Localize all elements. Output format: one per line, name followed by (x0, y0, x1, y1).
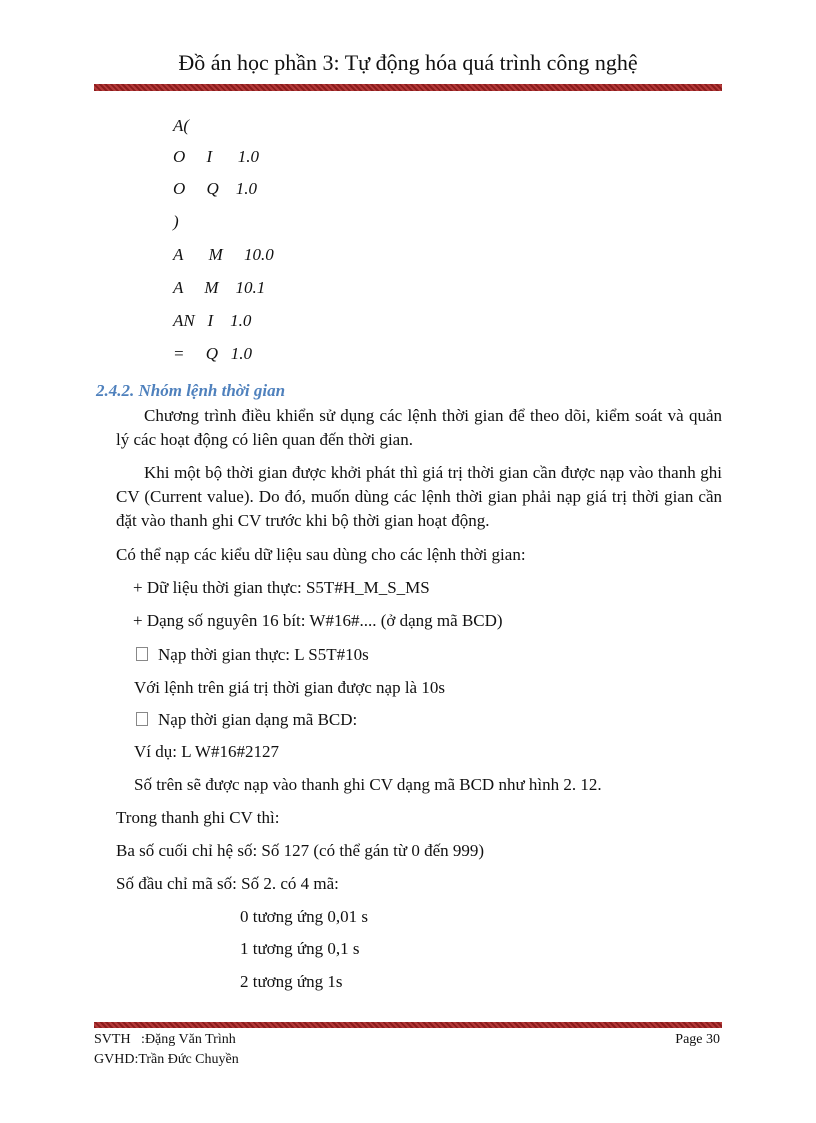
header-rule (94, 84, 722, 91)
text-line: 1 tương ứng 0,1 s (240, 939, 360, 958)
section-heading: 2.4.2. Nhóm lệnh thời gian (96, 381, 286, 400)
code-line: O Q 1.0 (173, 179, 258, 198)
code-line: A M 10.0 (173, 245, 274, 264)
text-line: Số đầu chỉ mã số: Số 2. có 4 mã: (116, 874, 339, 893)
code-line: A( (173, 116, 190, 135)
text-line: Có thể nạp các kiểu dữ liệu sau dùng cho các lệnh thời gian: (116, 545, 526, 564)
bullet-box-icon (136, 647, 148, 661)
page-header-title: Đồ án học phần 3: Tự động hóa quá trình công nghệ (178, 50, 638, 75)
page-number: Page 30 (675, 1032, 720, 1047)
text-line: Với lệnh trên giá trị thời gian được nạp là 10s (134, 678, 445, 697)
bullet-item: Nạp thời gian dạng mã BCD: (136, 710, 357, 730)
code-line: = Q 1.0 (173, 344, 252, 363)
footer-gvhd: GVHD:Trần Đức Chuyền (94, 1052, 239, 1067)
paragraph: Khi một bộ thời gian được khởi phát thì giá trị thời gian cần được nạp vào thanh ghi CV (Current value). Do đó, muốn dùng các lệnh thời gian phải nạp giá trị thời gian cần đặt vào thanh ghi CV trước khi bộ thời gian hoạt động. (116, 463, 722, 530)
footer-rule (94, 1022, 722, 1028)
code-line: AN I 1.0 (173, 311, 252, 330)
bullet-box-icon (136, 712, 148, 726)
code-line: ) (173, 212, 179, 231)
code-line: O I 1.0 (173, 147, 259, 166)
code-line: A M 10.1 (173, 278, 266, 297)
paragraph: Chương trình điều khiển sử dụng các lệnh thời gian để theo dõi, kiểm soát và quản lý các hoạt động có liên quan đến thời gian. (116, 406, 722, 449)
text-line: Số trên sẽ được nạp vào thanh ghi CV dạng mã BCD như hình 2. 12. (134, 775, 602, 794)
list-item: + Dạng số nguyên 16 bít: W#16#.... (ở dạng mã BCD) (133, 611, 503, 630)
bullet-item: Nạp thời gian thực: L S5T#10s (136, 645, 369, 665)
text-line: 2 tương ứng 1s (240, 972, 343, 991)
list-item: + Dữ liệu thời gian thực: S5T#H_M_S_MS (133, 578, 430, 597)
text-line: Ví dụ: L W#16#2127 (134, 742, 279, 761)
text-line: 0 tương ứng 0,01 s (240, 907, 369, 926)
footer-svth: SVTH :Đặng Văn Trình (94, 1032, 236, 1047)
text-line: Trong thanh ghi CV thì: (116, 808, 280, 827)
text-line: Ba số cuối chỉ hệ số: Số 127 (có thể gán từ 0 đến 999) (116, 841, 485, 860)
